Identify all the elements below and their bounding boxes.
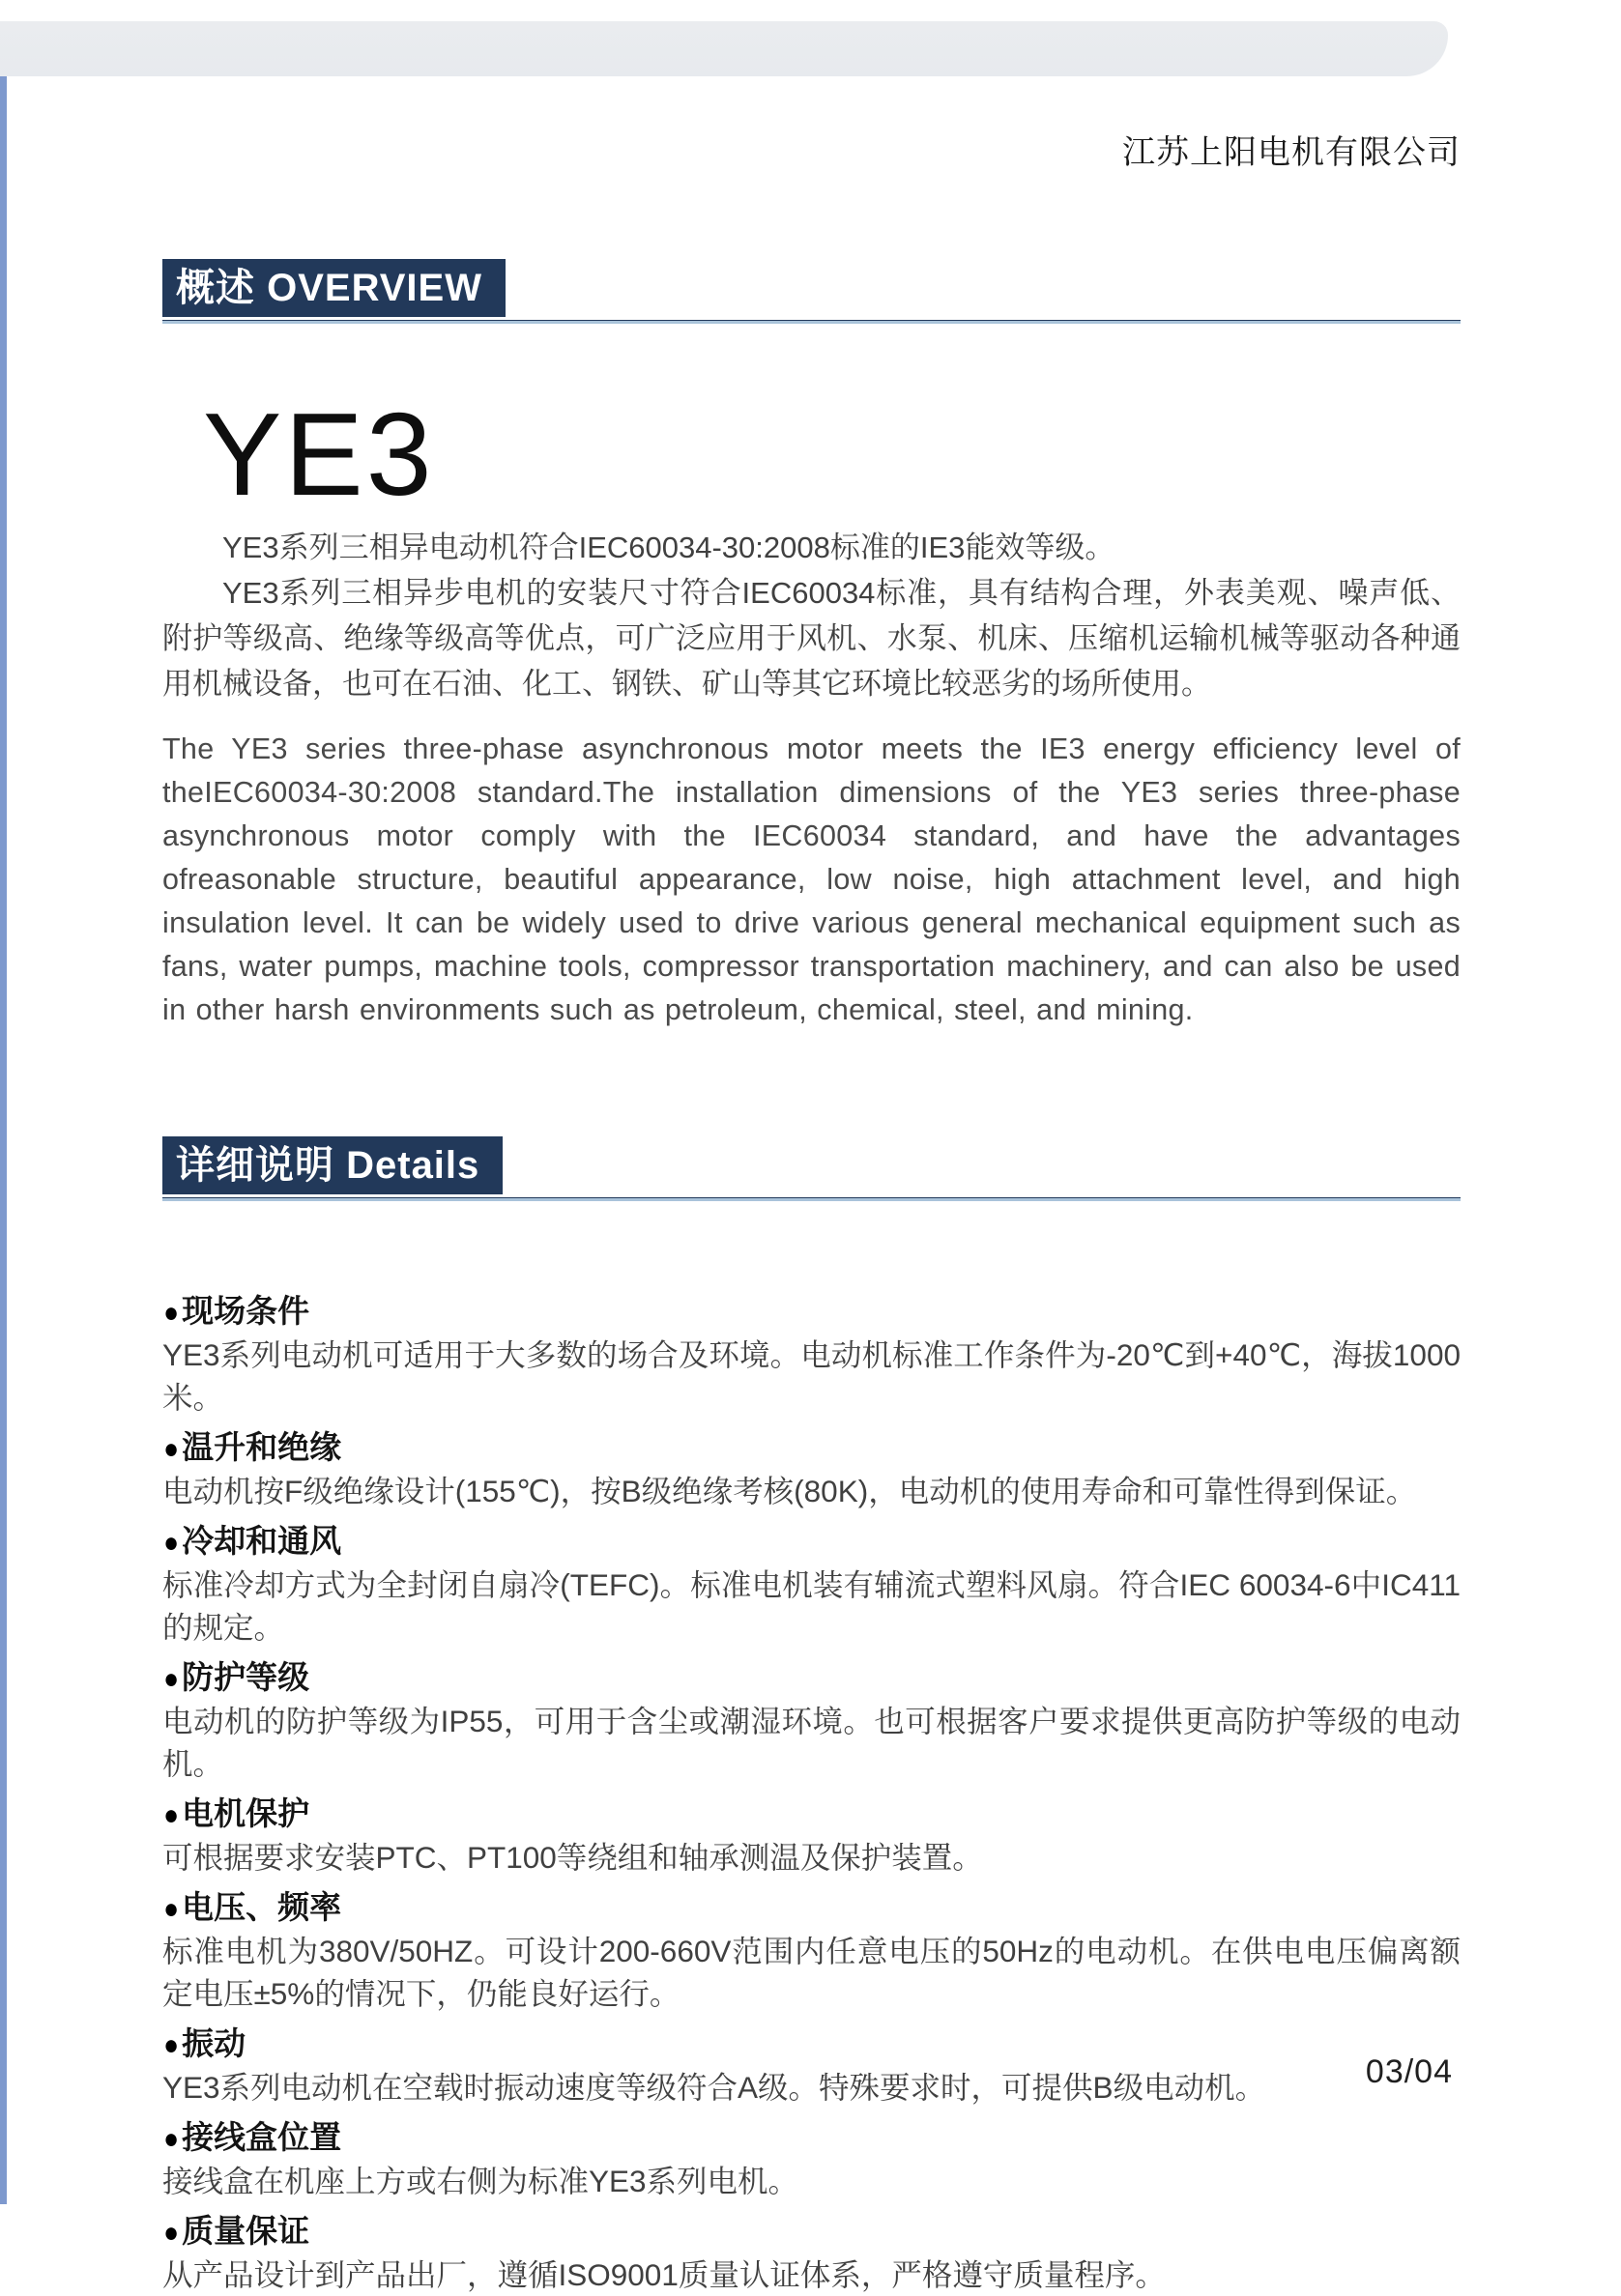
- section-title-overview: 概述 OVERVIEW: [162, 259, 506, 317]
- bullet-icon: ●: [163, 1527, 180, 1559]
- page-content: [162, 259, 1461, 2296]
- detail-heading: [162, 1282, 1461, 1334]
- bullet-icon: ●: [163, 1297, 180, 1329]
- product-title: YE3: [203, 388, 435, 520]
- detail-heading: [162, 2015, 1461, 2066]
- detail-heading-text: 电压、频率: [182, 1889, 342, 1925]
- detail-item-cooling-ventilation: [162, 1512, 1461, 1649]
- detail-heading-text: 质量保证: [182, 2213, 310, 2249]
- bullet-icon: ●: [163, 1799, 180, 1831]
- detail-heading: [162, 1785, 1461, 1836]
- overview-chinese-paragraph: [162, 525, 1461, 706]
- section-rule-overview: [162, 320, 1461, 324]
- detail-heading-text: 接线盒位置: [182, 2119, 342, 2155]
- bullet-icon: ●: [163, 2217, 180, 2249]
- section-rule-details: [162, 1197, 1461, 1201]
- detail-heading: [162, 2109, 1461, 2160]
- detail-item-voltage-frequency: [162, 1879, 1461, 2015]
- details-section-header: [162, 1136, 1461, 1201]
- detail-body-text: 可根据要求安装PTC、PT100等绕组和轴承测温及保护装置。: [162, 1840, 983, 1875]
- bullet-icon: ●: [163, 1433, 180, 1465]
- detail-item-quality-assurance: [162, 2202, 1461, 2296]
- detail-body-text: 电动机的防护等级为IP55，可用于含尘或潮湿环境。也可根据客户要求提供更高防护等级的电动机。: [162, 1704, 1461, 1781]
- detail-heading-text: 温升和绝缘: [182, 1429, 342, 1465]
- detail-heading: [162, 1419, 1461, 1470]
- detail-heading: [162, 1512, 1461, 1564]
- bullet-icon: ●: [163, 2123, 180, 2155]
- detail-heading-text: 现场条件: [182, 1293, 310, 1329]
- left-accent-bar: [0, 76, 7, 2204]
- section-title-details: 详细说明 Details: [162, 1136, 503, 1194]
- page-number: 03/04: [1365, 2053, 1453, 2090]
- detail-item-vibration: [162, 2015, 1461, 2109]
- detail-heading: [162, 1879, 1461, 1930]
- detail-heading: [162, 1649, 1461, 1700]
- detail-body-text: 从产品设计到产品出厂，遵循ISO9001质量认证体系，严格遵守质量程序。: [162, 2257, 1166, 2292]
- detail-heading-text: 防护等级: [182, 1659, 310, 1695]
- detail-body-text: 标准电机为380V/50HZ。可设计200-660V范围内任意电压的50Hz的电动机。在供电电压偏离额定电压±5%的情况下，仍能良好运行。: [162, 1934, 1461, 2011]
- top-decoration-bar: [0, 21, 1448, 76]
- detail-heading-text: 冷却和通风: [182, 1523, 342, 1559]
- company-name: 江苏上阳电机有限公司: [1122, 134, 1461, 171]
- overview-cn-line-2: YE3系列三相异步电机的安装尺寸符合IEC60034标准，具有结构合理，外表美观、噪声低、附护等级高、绝缘等级高等优点，可广泛应用于风机、水泵、机床、压缩机运输机械等驱动各种通用机械设备，也可在石油、化工、钢铁、矿山等其它环境比较恶劣的场所使用。: [162, 576, 1461, 701]
- detail-body-text: 标准冷却方式为全封闭自扇冷(TEFC)。标准电机装有辅流式塑料风扇。符合IEC 60034-6中IC411的规定。: [162, 1567, 1461, 1645]
- overview-english-paragraph: The YE3 series three-phase asynchronous motor meets the IE3 energy efficiency level of theIEC60034-30:2008 standard.The installation dimensions of the YE3 series three-phase asynchronous motor comply with the IEC60034 standard, and have the advantages ofreasonable structure, beautiful appearance, low noise, high attachment level, and high insulation level. It can be widely used to drive various general mechanical equipment such as fans, water pumps, machine tools, compressor transportation machinery, and can also be used in other harsh environments such as petroleum, chemical, steel, and mining.: [162, 732, 1461, 1026]
- detail-body-text: 电动机按F级绝缘设计(155℃)，按B级绝缘考核(80K)，电动机的使用寿命和可靠性得到保证。: [162, 1474, 1417, 1508]
- detail-item-terminal-box-position: [162, 2109, 1461, 2202]
- details-list: [162, 1282, 1461, 2296]
- detail-item-protection-grade: [162, 1649, 1461, 1785]
- detail-body-text: YE3系列电动机在空载时振动速度等级符合A级。特殊要求时，可提供B级电动机。: [162, 2070, 1266, 2105]
- overview-cn-line-1: YE3系列三相异电动机符合IEC60034-30:2008标准的IE3能效等级。: [222, 531, 1115, 564]
- detail-heading-text: 振动: [182, 2025, 246, 2061]
- bullet-icon: ●: [163, 2029, 180, 2061]
- detail-item-site-conditions: [162, 1282, 1461, 1419]
- detail-item-temperature-insulation: [162, 1419, 1461, 1512]
- detail-item-motor-protection: [162, 1785, 1461, 1879]
- bullet-icon: ●: [163, 1893, 180, 1925]
- bullet-icon: ●: [163, 1663, 180, 1695]
- detail-body-text: YE3系列电动机可适用于大多数的场合及环境。电动机标准工作条件为-20℃到+40℃，海拔1000米。: [162, 1337, 1461, 1415]
- detail-heading: [162, 2202, 1461, 2253]
- detail-heading-text: 电机保护: [182, 1795, 310, 1831]
- detail-body-text: 接线盒在机座上方或右侧为标准YE3系列电机。: [162, 2164, 799, 2198]
